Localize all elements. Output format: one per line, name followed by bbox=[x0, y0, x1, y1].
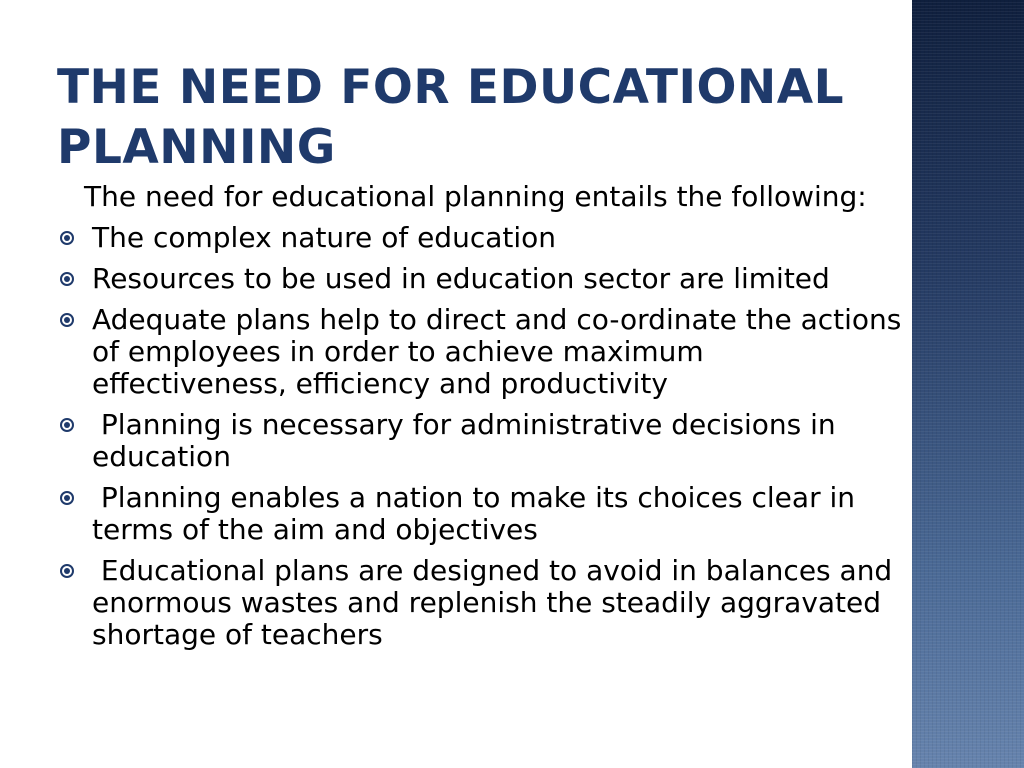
slide-body bbox=[60, 180, 911, 660]
bullet-text: Resources to be used in education sector are limited bbox=[92, 262, 830, 295]
intro-text: The need for educational planning entails the following: bbox=[84, 180, 867, 213]
bullet-item bbox=[60, 555, 905, 651]
bullet-item bbox=[60, 222, 905, 254]
slide-title: THE NEED FOR EDUCATIONAL PLANNING bbox=[57, 60, 845, 175]
circle-dot-bullet-icon bbox=[60, 418, 74, 432]
bullet-list bbox=[60, 221, 911, 651]
circle-dot-bullet-icon bbox=[60, 564, 74, 578]
bullet-text: Planning is necessary for administrative decisions in education bbox=[92, 408, 845, 473]
circle-dot-bullet-icon bbox=[60, 272, 74, 286]
decorative-side-band bbox=[912, 0, 1024, 768]
circle-dot-bullet-icon bbox=[60, 313, 74, 327]
circle-dot-bullet-icon bbox=[60, 231, 74, 245]
bullet-item bbox=[60, 303, 911, 400]
bullet-item bbox=[60, 482, 905, 546]
bullet-text: Planning enables a nation to make its choices clear in terms of the aim and objectives bbox=[92, 481, 864, 546]
bullet-text: Adequate plans help to direct and co-ordinate the actions of employees in order to achieve maximum effectiveness, efficiency and productivity bbox=[92, 303, 911, 400]
bullet-text: Educational plans are designed to avoid in balances and enormous wastes and replenish the steadily aggravated shortage of teachers bbox=[92, 554, 902, 651]
bullet-item bbox=[60, 409, 905, 473]
bullet-item bbox=[60, 263, 905, 295]
bullet-text: The complex nature of education bbox=[92, 221, 557, 254]
circle-dot-bullet-icon bbox=[60, 491, 74, 505]
